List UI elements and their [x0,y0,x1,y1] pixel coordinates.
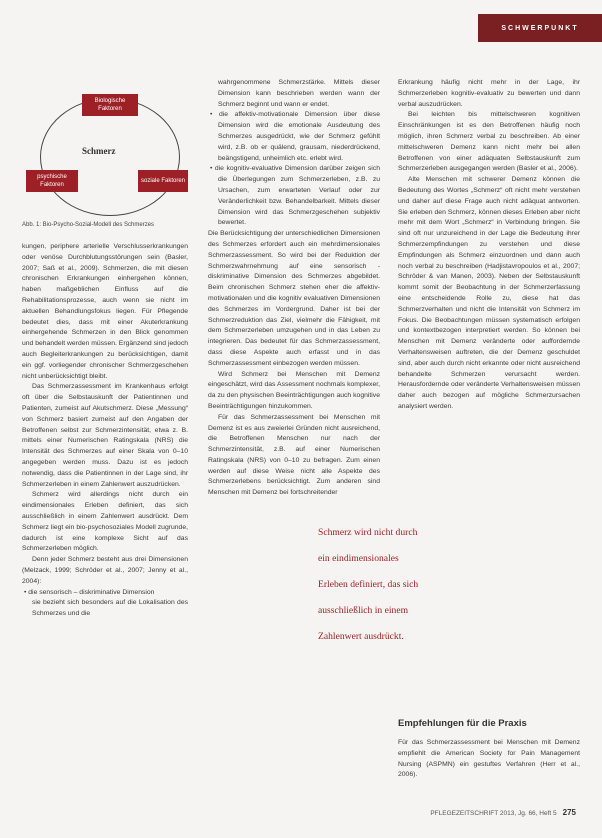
pull-quote-line: Erleben definiert, das sich [318,579,419,590]
section-heading: Empfehlungen für die Praxis [398,718,527,729]
paragraph: kungen, periphere arterielle Verschlusserkrankungen oder venöse Durchblutungsstörungen sein (Basler, 2007; Saß et al., 2009). Schmerzen, die mit diesen chronischen Erkrankungen einhergehen können, haben maßgeblichen Einfluss auf die Rehabilitationsprozesse, auch wenn sie nicht im aktuellen Behandlungsfokus liegen. Für Pflegende bedeutet dies, dass mit einer Akuterkrankung einhergehende Schmerzen in den Blick genommen und behandelt werden müssen. Ergänzend sind jedoch auch Begleiterkrankungen zu berücksichtigen, damit ein ggf. vorliegender chronischer Schmerzgeschehen nicht unberücksichtigt bleibt. [22,243,188,380]
bullet-text: die kognitiv-evaluative Dimension darüber zeigen sich die Überlegungen zum Schmerzerleben, z.B. zu Ursachen, zum erwarteten Verlauf oder zur Veränderlichkeit bzw. Behandelbarkeit. Mittels dieser Dimension wird das Schmerzgeschehen subjektiv bewertet. [214,165,380,227]
paragraph: Erkrankung häufig nicht mehr in der Lage, ihr Schmerzerleben kognitiv-evaluativ zu bewerten und dann verbal auszudrücken. [398,79,580,108]
box-psychological-label: psychische Faktoren [37,174,67,188]
figure-caption: Abb. 1: Bio-Psycho-Sozial-Modell des Schmerzes [22,222,155,228]
column-2 [208,78,380,499]
bullet-item: • die affektiv-motivationale Dimension über diese Dimension wird die emotionale Ausdeutung des Schmerzes ausgedrückt, wie der Schmerz gefühlt wird, z.B. ob er quälend, grausam, niederdrückend, beängstigend, unheimlich etc. erlebt wird. [210,111,380,162]
page-footer [348,808,576,817]
figure-center-label: Schmerz [82,146,116,156]
footer-text: PFLEGEZEITSCHRIFT 2013, Jg. 66, Heft 5 [430,810,557,817]
section-banner [478,14,602,42]
paragraph: Alte Menschen mit schwerer Demenz können die Bedeutung des Wortes „Schmerz“ oft nicht mehr verstehen und daher auf diese Frage auch nicht adäquat antworten. Sie erleben den Schmerz, können dieses Erleben aber nicht mehr mit dem Wort „Schmerz“ in Verbindung bringen. Sie sind oft nur unzureichend in der Lage die Bedeutung ihrer Schmerzempfindungen zu verstehen und diese Empfindungen als Schmerz einzuordnen und dann auch noch verbal zu beschreiben (Hadjistavropoulos et al., 2007; Schröder & van Manen, 2003). Neben der Selbstauskunft kommt somit der Beobachtung in der Schmerzerfassung eine entscheidende Rolle zu, diese hat das Schmerzverhalten und nicht die Intensität von Schmerz im Fokus. Die Beobachtungen müssen systematisch erfolgen und kontextbezogen interpretiert werden. So können bei Menschen mit Demenz veränderte oder auffordernde Verhaltensweisen auftreten, die der Demenz geschuldet sind, aber auch durch nicht erkannte oder nicht ausreichend behandelte Schmerzen verursacht werden. Herausfordernde oder veränderte Verhaltensweisen müssen daher auch bezogen auf mögliche Schmerzursachen analysiert werden. [398,176,580,410]
paragraph: Bei leichten bis mittelschweren kognitiven Einschränkungen ist es den Betroffenen häufig noch möglich, ihren Schmerz verbal zu beschreiben. Ab einer mittelschweren Demenz kann nicht mehr bei allen Betroffenen von einer adäquaten Selbstauskunft zum Schmerzerleben ausgegangen werden (Basler et al., 2006). [398,111,580,173]
pull-quote-line: Zahlenwert ausdrückt. [318,631,404,642]
box-biological-label: Biologische Faktoren [94,98,126,112]
paragraph: Die Berücksichtigung der unterschiedlichen Dimensionen des Schmerzes erfordert auch ein mehrdimensionales Schmerzassessment. So wird bei der Reduktion der Schmerzwahrnehmung auf eine sensorisch - diskriminative Dimension des Schmerzes abgebildet. Beim chronischen Schmerz stehen eher die affektiv-motivationalen und die kognitiv evaluativen Dimensionen des Schmerzes im Vordergrund. Daher ist bei der Schmerzreduktion das Ziel, vielmehr die Fähigkeit, mit dem Schmerzerleben umzugehen und in das Leben zu integrieren. Das bedeutet für das Schmerzassessment, dass diese Aspekte auch erfasst und in das Schmerzassessment einbezogen werden müssen. [208,230,380,367]
pull-quote-line: Schmerz wird nicht durch [318,527,418,538]
box-biological [82,94,138,116]
paragraph: Denn jeder Schmerz besteht aus drei Dimensionen (Melzack, 1999; Schröder et al., 2007; Jenny et al., 2004): [22,556,188,585]
column-1 [22,242,188,620]
paragraph: Wird Schmerz bei Menschen mit Demenz eingeschätzt, wird das Assessment nochmals komplexer, da zu den physischen Beeinträchtigungen auch kognitive Beeinträchtigungen hinzukommen. [208,370,380,410]
bio-psycho-social-figure [22,74,192,214]
box-psychological [26,170,78,192]
column-3 [398,78,580,413]
bullet-text: die sensorisch – diskriminative Dimension [28,588,155,596]
bullet-item: • die kognitiv-evaluative Dimension darüber zeigen sich die Überlegungen zum Schmerzerleben, z.B. zu Ursachen, zum erwarteten Verlauf oder zur Veränderlichkeit bzw. Behandelbarkeit. Mittels dieser Dimension wird das Schmerzgeschehen subjektiv bewertet. [210,165,380,227]
bullet-continuation: wahrgenommene Schmerzstärke. Mittels dieser Dimension kann beschrieben werden wann der Schmerz beginnt und wann er endet. [218,79,380,108]
pull-quote-line: ausschließlich in einem [318,605,409,616]
pull-quote [318,520,478,650]
bullet-text: die affektiv-motivationale Dimension über diese Dimension wird die emotionale Ausdeutung des Schmerzes ausgedrückt, wie der Schmerz gefühlt wird, z.B. ob er quälend, grausam, niederdrückend, beängstigend, unheimlich etc. erlebt wird. [218,111,380,162]
pull-quote-line: ein eindimensionales [318,553,399,564]
box-social-label: soziale Faktoren [140,178,186,184]
box-social [138,170,188,192]
bullet-continuation: sie bezieht sich besonders auf die Lokalisation des Schmerzes und die [32,599,188,618]
page-number: 275 [562,808,576,817]
paragraph: Schmerz wird allerdings nicht durch ein eindimensionales Erleben definiert, das sich ausschließlich in einem Zahlenwert ausdrückt. Dem Schmerz liegt ein bio-psychosoziales Modell zugrunde, dadurch ist eine komplexe Sicht auf das Schmerzerleben möglich. [22,491,188,553]
paragraph: Für das Schmerzassessment bei Menschen mit Demenz empfiehlt die American Society for Pain Management Nursing (ASPMN) ein gestuftes Verfahren (Herr et al., 2006). [398,739,580,779]
paragraph: Das Schmerzassessment im Krankenhaus erfolgt oft über die Selbstauskunft der Patientinnen und Patienten, zumeist auf Akutschmerz. Diese „Messung“ von Schmerz basiert zumeist auf den Angaben der Betroffenen selbst zur Schmerzintensität, etwa z. B. mittels einer Numerischen Ratingskala (NRS) die Intensität des Schmerzes auf einer Skala von 0–10 angegeben werden muss. Dazu ist es jedoch notwendig, dass die Patientinnen in der Lage sind, ihr Schmerzerleben in einem Zahlenwert auszudrücken. [22,383,188,488]
section-banner-label: SCHWERPUNKT [501,24,579,32]
paragraph: Für das Schmerzassessment bei Menschen mit Demenz ist es aus zweierlei Gründen nicht ausreichend, die Betroffenen Menschen nur nach der Schmerzintensität, z.B. auf einer Numerischen Ratingskala (NRS) von 0–10 zu befragen. Zum einen werden auf diese Weise nicht alle Aspekte des Schmerzerlebens berücksichtigt. Zum anderen sind Menschen mit Demenz bei fortschreitender [208,413,380,497]
bullet-item: • die sensorisch – diskriminative Dimension [24,588,155,596]
column-3-after-heading [398,738,580,781]
